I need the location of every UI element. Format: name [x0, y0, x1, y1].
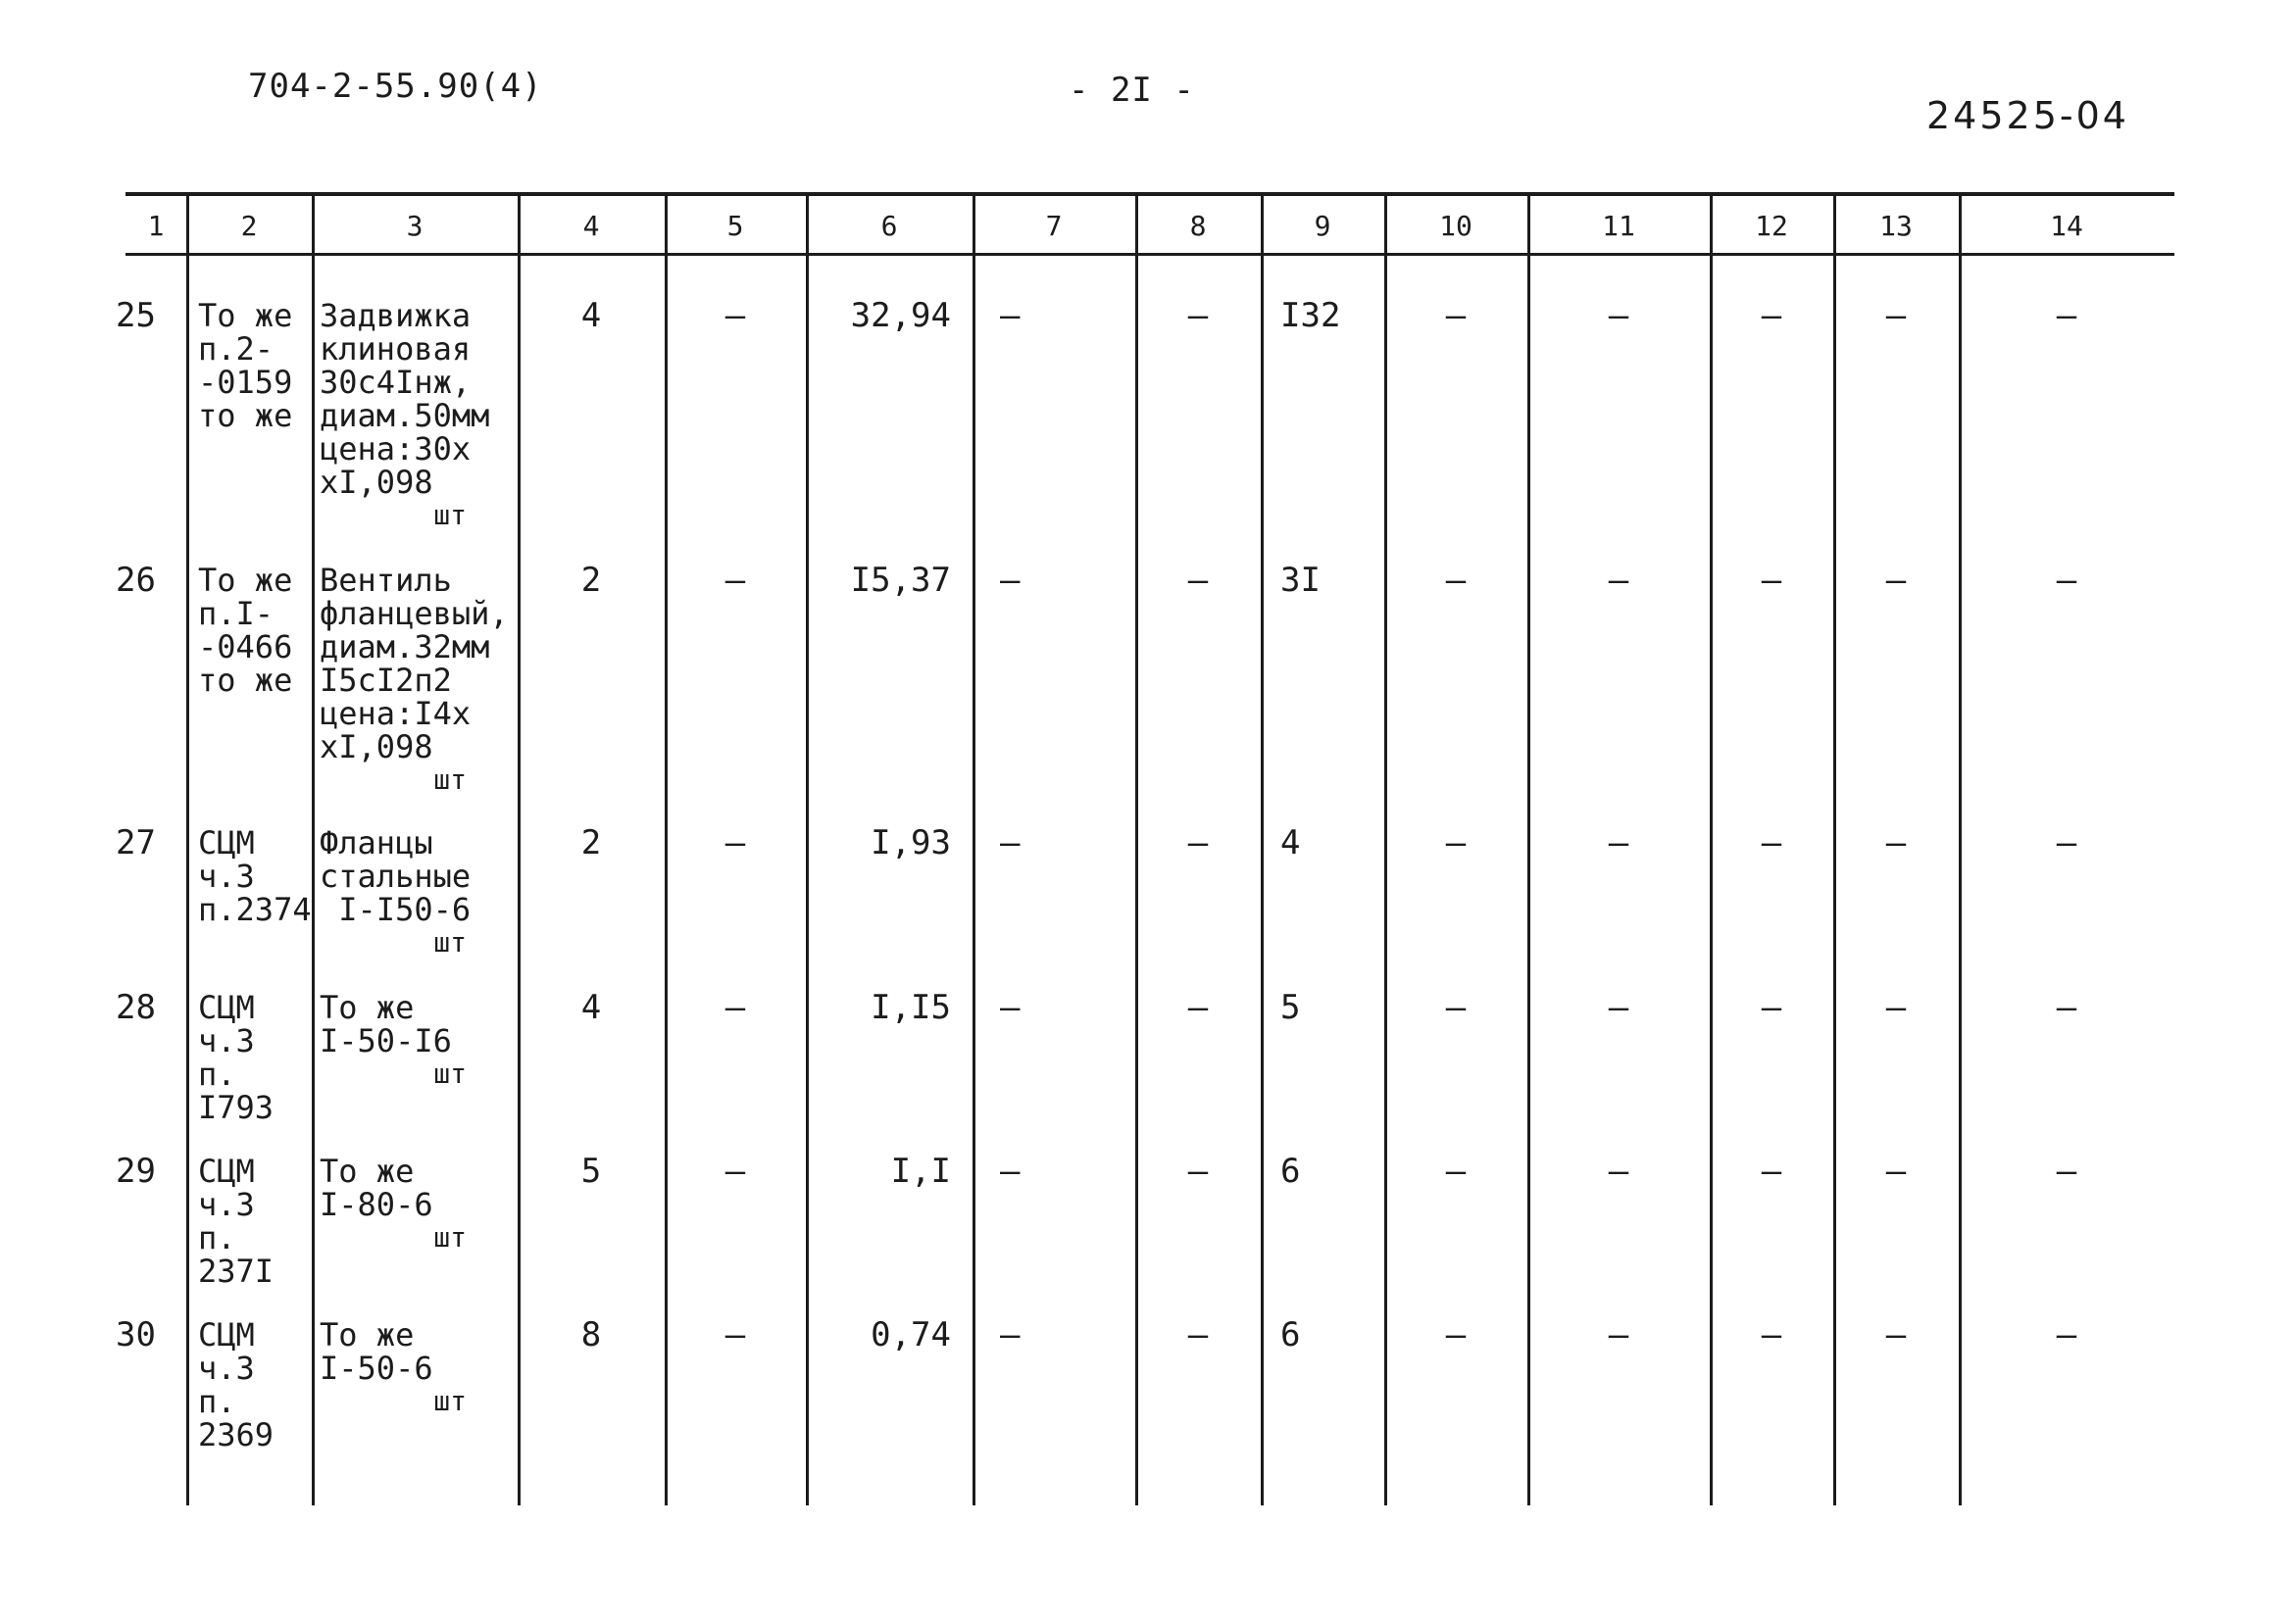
cell-col-13: –: [1885, 1152, 1907, 1191]
cell-col-8: –: [1187, 1315, 1209, 1354]
column-divider: [973, 192, 975, 1505]
cell-col-9: 4: [1280, 823, 1301, 862]
cell-col-6: 0,74: [871, 1315, 951, 1354]
archive-number: 24525-04: [1926, 94, 2129, 137]
unit-label: шт: [433, 763, 467, 796]
cell-col-8: –: [1187, 988, 1209, 1027]
cell-col-6: 32,94: [850, 296, 951, 335]
item-description: То же I-50-6: [320, 1316, 433, 1387]
cell-col-4: 5: [580, 1152, 602, 1191]
cell-col-4: 2: [580, 561, 602, 600]
cell-col-7: –: [1000, 988, 1021, 1027]
cell-col-12: –: [1761, 1152, 1782, 1191]
cell-col-11: –: [1608, 988, 1629, 1027]
cell-col-6: I,I5: [871, 988, 951, 1027]
price-reference: То же п.I- -0466 то же: [198, 562, 293, 699]
price-reference: СЦМ ч.3 п.2374: [198, 824, 312, 928]
cell-col-5: –: [724, 1315, 746, 1354]
cell-col-7: –: [1000, 1315, 1021, 1354]
row-number: 27: [116, 823, 156, 862]
price-reference: То же п.2- -0159 то же: [198, 297, 293, 434]
cell-col-13: –: [1885, 988, 1907, 1027]
cell-col-11: –: [1608, 1152, 1629, 1191]
cell-col-7: –: [1000, 1152, 1021, 1191]
page-number: - 2I -: [1069, 71, 1195, 110]
cell-col-9: 5: [1280, 988, 1301, 1027]
cell-col-4: 4: [580, 988, 602, 1027]
cell-col-8: –: [1187, 296, 1209, 335]
cell-col-13: –: [1885, 823, 1907, 862]
row-number: 25: [116, 296, 156, 335]
cell-col-7: –: [1000, 561, 1021, 600]
cell-col-8: –: [1187, 561, 1209, 600]
column-header-8: 8: [1189, 210, 1207, 242]
price-reference: СЦМ ч.3 п. 2369: [198, 1316, 274, 1453]
unit-label: шт: [433, 1058, 467, 1090]
cell-col-10: –: [1445, 988, 1467, 1027]
cell-col-12: –: [1761, 561, 1782, 600]
column-header-1: 1: [147, 210, 165, 242]
cell-col-9: 6: [1280, 1315, 1301, 1354]
unit-label: шт: [433, 499, 467, 531]
cell-col-7: –: [1000, 296, 1021, 335]
unit-label: шт: [433, 926, 467, 959]
unit-label: шт: [433, 1221, 467, 1254]
cell-col-5: –: [724, 561, 746, 600]
cell-col-8: –: [1187, 1152, 1209, 1191]
column-divider: [1261, 192, 1264, 1505]
cell-col-12: –: [1761, 296, 1782, 335]
column-divider: [186, 192, 189, 1505]
column-header-7: 7: [1045, 210, 1063, 242]
cell-col-5: –: [724, 296, 746, 335]
cell-col-12: –: [1761, 823, 1782, 862]
column-header-4: 4: [582, 210, 600, 242]
item-description: Задвижка клиновая 30с4Iнж, диам.50мм цена:30х хI,098: [320, 297, 490, 501]
item-description: Фланцы стальные I-I50-6: [320, 824, 472, 928]
item-description: Вентиль фланцевый, диам.32мм I5сI2п2 цена:I4х хI,098: [320, 562, 509, 765]
row-number: 30: [116, 1315, 156, 1354]
cell-col-11: –: [1608, 1315, 1629, 1354]
item-description: То же I-50-I6: [320, 989, 452, 1059]
cell-col-14: –: [2056, 296, 2077, 335]
cell-col-11: –: [1608, 296, 1629, 335]
cell-col-7: –: [1000, 823, 1021, 862]
price-reference: СЦМ ч.3 п. 237I: [198, 1153, 274, 1290]
cell-col-12: –: [1761, 1315, 1782, 1354]
cell-col-12: –: [1761, 988, 1782, 1027]
column-header-5: 5: [726, 210, 744, 242]
column-divider: [312, 192, 315, 1505]
cell-col-14: –: [2056, 823, 2077, 862]
cell-col-10: –: [1445, 296, 1467, 335]
column-header-3: 3: [406, 210, 424, 242]
cell-col-10: –: [1445, 823, 1467, 862]
cell-col-11: –: [1608, 823, 1629, 862]
item-description: То же I-80-6: [320, 1153, 433, 1223]
cell-col-13: –: [1885, 1315, 1907, 1354]
cell-col-14: –: [2056, 1315, 2077, 1354]
row-number: 28: [116, 988, 156, 1027]
unit-label: шт: [433, 1385, 467, 1417]
column-header-6: 6: [880, 210, 898, 242]
cell-col-9: 6: [1280, 1152, 1301, 1191]
cell-col-6: I,I: [890, 1152, 951, 1191]
column-header-12: 12: [1755, 210, 1788, 242]
column-header-2: 2: [240, 210, 258, 242]
cell-col-14: –: [2056, 1152, 2077, 1191]
row-number: 26: [116, 561, 156, 600]
column-header-11: 11: [1602, 210, 1635, 242]
cell-col-4: 2: [580, 823, 602, 862]
cell-col-5: –: [724, 1152, 746, 1191]
cell-col-4: 8: [580, 1315, 602, 1354]
column-header-13: 13: [1879, 210, 1913, 242]
cell-col-5: –: [724, 823, 746, 862]
price-reference: СЦМ ч.3 п. I793: [198, 989, 274, 1126]
cell-col-4: 4: [580, 296, 602, 335]
column-header-14: 14: [2050, 210, 2083, 242]
cell-col-10: –: [1445, 1315, 1467, 1354]
cell-col-10: –: [1445, 561, 1467, 600]
cell-col-9: 3I: [1280, 561, 1321, 600]
cell-col-8: –: [1187, 823, 1209, 862]
cell-col-11: –: [1608, 561, 1629, 600]
column-header-10: 10: [1439, 210, 1472, 242]
cell-col-6: I5,37: [850, 561, 951, 600]
cell-col-14: –: [2056, 561, 2077, 600]
cell-col-10: –: [1445, 1152, 1467, 1191]
cell-col-13: –: [1885, 296, 1907, 335]
row-number: 29: [116, 1152, 156, 1191]
cell-col-13: –: [1885, 561, 1907, 600]
column-header-9: 9: [1314, 210, 1331, 242]
cell-col-5: –: [724, 988, 746, 1027]
header-bottom-rule: [125, 253, 2174, 256]
document-code: 704-2-55.90(4): [248, 67, 543, 106]
cell-col-14: –: [2056, 988, 2077, 1027]
cell-col-9: I32: [1280, 296, 1341, 335]
table-top-rule: [125, 192, 2174, 196]
cell-col-6: I,93: [871, 823, 951, 862]
